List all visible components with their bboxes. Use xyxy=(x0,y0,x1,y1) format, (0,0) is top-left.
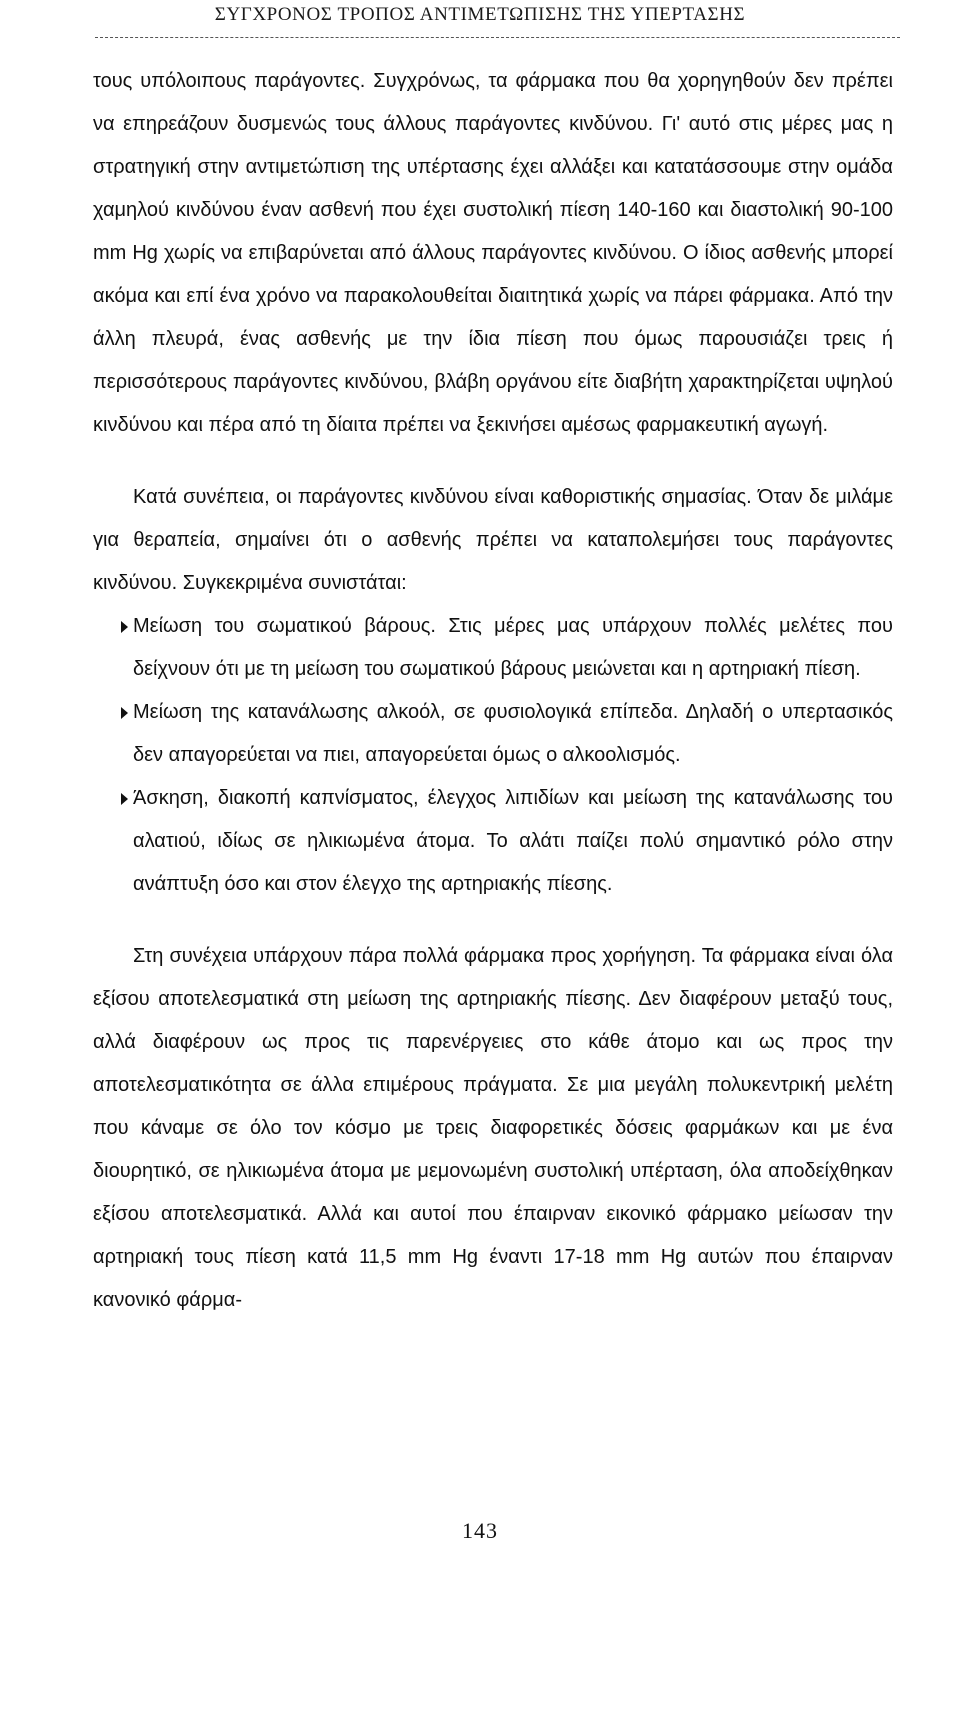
list-item-alcohol xyxy=(93,691,893,777)
bullet-arrow-icon xyxy=(121,793,128,805)
recommendation-list xyxy=(93,605,893,906)
header-rule xyxy=(95,37,900,38)
paragraph-gap xyxy=(93,906,893,935)
paragraph-risk-factors: Κατά συνέπεια, οι παράγοντες κινδύνου είναι καθοριστικής σημασίας. Όταν δε μιλάμε για θεραπεία, σημαίνει ότι ο ασθενής πρέπει να καταπολεμήσει τους παράγοντες κινδύνου. Συγκεκριμένα συνιστάται: xyxy=(93,486,893,594)
list-item-text: Άσκηση, διακοπή καπνίσματος, έλεγχος λιπιδίων και μείωση της κατανάλωσης του αλατιού, ιδίως σε ηλικιωμένα άτομα. Το αλάτι παίζει πολύ σημαντικό ρόλο στην ανάπτυξη όσο και στον έλεγχο της αρτηριακής πίεσης. xyxy=(133,787,893,895)
list-item-exercise xyxy=(93,777,893,906)
bullet-arrow-icon xyxy=(121,621,128,633)
running-head-title: ΣΥΓΧΡΟΝΟΣ ΤΡΟΠΟΣ ΑΝΤΙΜΕΤΩΠΙΣΗΣ ΤΗΣ ΥΠΕΡΤΑΣΗΣ xyxy=(214,4,746,25)
list-item-text: Μείωση του σωματικού βάρους. Στις μέρες μας υπάρχουν πολλές μελέτες που δείχνουν ότι με τη μείωση του σωματικού βάρους μειώνεται και η αρτηριακή πίεση. xyxy=(133,615,893,680)
paragraph-medication: Στη συνέχεια υπάρχουν πάρα πολλά φάρμακα προς χορήγηση. Τα φάρμακα είναι όλα εξίσου αποτελεσματικά στη μείωση της αρτηριακής πίεσης. Δεν διαφέρουν μεταξύ τους, αλλά διαφέρουν ως προς τις παρενέργειες στο κάθε άτομο και ως προς την αποτελεσματικότητα σε άλλα επιμέρους πράγματα. Σε μια μεγάλη πολυκεντρική μελέτη που κάναμε σε όλο τον κόσμο με τρεις διαφορετικές δόσεις φαρμάκων και με ένα διουρητικό, σε ηλικιωμένα άτομα με μεμονωμένη συστολική υπέρταση, όλα αποδείχθηκαν εξίσου αποτελεσματικά. Αλλά και αυτοί που έπαιρναν εικονικό φάρμακο μείωσαν την αρτηριακή τους πίεση κατά 11,5 mm Hg έναντι 17-18 mm Hg αυτών που έπαιρναν κανονικό φάρμα- xyxy=(93,945,893,1311)
list-item-weight-loss xyxy=(93,605,893,691)
page-number: 143 xyxy=(462,1518,498,1543)
bullet-arrow-icon xyxy=(121,707,128,719)
body-text xyxy=(93,60,893,1322)
paragraph-gap xyxy=(93,447,893,476)
list-item-text: Μείωση της κατανάλωσης αλκοόλ, σε φυσιολογικά επίπεδα. Δηλαδή ο υπερτασικός δεν απαγορεύεται να πιει, απαγορεύεται όμως ο αλκοολισμός. xyxy=(133,701,893,766)
paragraph-continuation: τους υπόλοιπους παράγοντες. Συγχρόνως, τα φάρμακα που θα χορηγηθούν δεν πρέπει να επηρεάζουν δυσμενώς τους άλλους παράγοντες κινδύνου. Γι' αυτό στις μέρες μας η στρατηγική στην αντιμετώπιση της υπέρτασης έχει αλλάξει και κατατάσσουμε στην ομάδα χαμηλού κινδύνου έναν ασθενή που έχει συστολική πίεση 140-160 και διαστολική 90-100 mm Hg χωρίς να επιβαρύνεται από άλλους παράγοντες κινδύνου. Ο ίδιος ασθενής μπορεί ακόμα και επί ένα χρόνο να παρακολουθείται διαιτητικά χωρίς να πάρει φάρμακα. Από την άλλη πλευρά, ένας ασθενής με την ίδια πίεση που όμως παρουσιάζει τρεις ή περισσότερους παράγοντες κινδύνου, βλάβη οργάνου είτε διαβήτη χαρακτηρίζεται υψηλού κινδύνου και πέρα από τη δίαιτα πρέπει να ξεκινήσει αμέσως φαρμακευτική αγωγή. xyxy=(93,70,893,436)
